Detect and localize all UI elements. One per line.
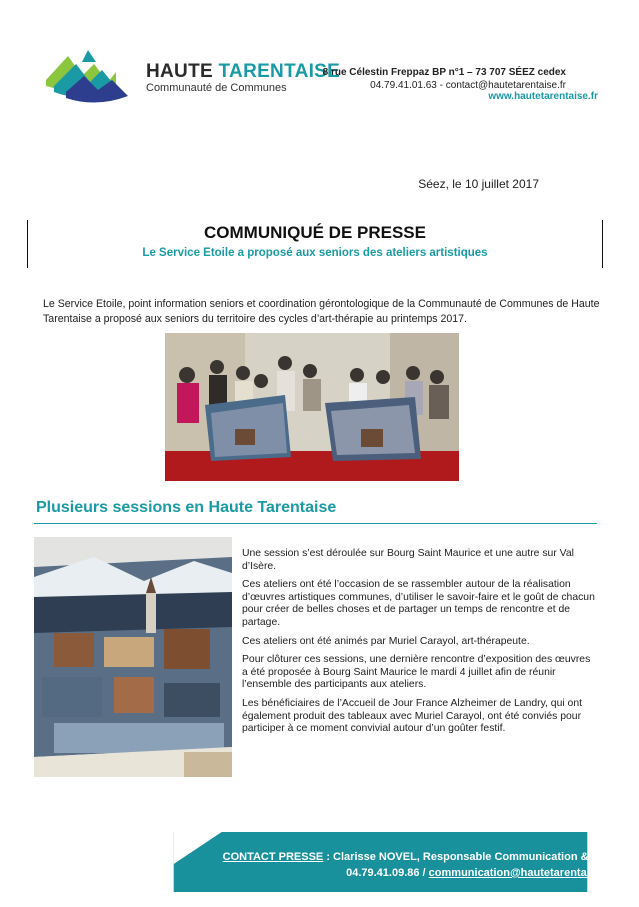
org-name-part1: HAUTE xyxy=(146,61,213,82)
contact-person: Clarisse NOVEL, Responsable Communication & TNT xyxy=(333,851,613,863)
body-paragraph: Ces ateliers ont été l’occasion de se rassembler autour de la réalisation d’œuvres artistiques communes, d’utiliser le savoir-faire et le goût de chacun pour créer de belles choses et de partager un temps de rencontre et de partage. xyxy=(242,579,595,628)
date-line: Séez, le 10 juillet 2017 xyxy=(418,177,539,191)
intro-paragraph: Le Service Etoile, point information seniors et coordination gérontologique de la Communauté de Communes de Haute Tarentaise a proposé aux seniors du territoire des cycles d’art-thérapie au printemps 2017. xyxy=(43,298,600,325)
press-subtitle: Le Service Etoile a proposé aux seniors des ateliers artistiques xyxy=(142,247,488,259)
contact-email-link[interactable]: communication@hautetarentaise.fr xyxy=(428,867,613,879)
group-photo xyxy=(165,333,459,481)
phone-number: 04.79.41.01.63 xyxy=(370,80,437,91)
separator: / xyxy=(419,867,429,879)
website-link[interactable]: www.hautetarentaise.fr xyxy=(488,91,598,102)
contact-label: CONTACT PRESSE xyxy=(222,851,324,863)
separator: : xyxy=(323,851,334,863)
phone-email-line xyxy=(370,80,566,91)
contact-phone: 04.79.41.09.86 xyxy=(346,867,420,879)
org-name xyxy=(146,61,340,83)
mountain-logo-icon xyxy=(46,42,146,112)
press-title: COMMUNIQUÉ DE PRESSE xyxy=(204,223,426,242)
press-title-box xyxy=(27,220,603,268)
contact-line xyxy=(223,851,613,863)
section-heading: Plusieurs sessions en Haute Tarentaise xyxy=(36,499,337,516)
address-line: 8 rue Célestin Freppaz BP n°1 – 73 707 SÉEZ cedex xyxy=(322,67,566,78)
section-divider xyxy=(34,523,597,524)
body-paragraph: Pour clôturer ces sessions, une dernière rencontre d’exposition des œuvres a été proposée à Bourg Saint Maurice le mardi 4 juillet afin de réunir l’ensemble des participants aux ateliers. xyxy=(242,654,591,691)
org-name-part2: TARENTAISE xyxy=(218,61,341,82)
body-paragraph: Ces ateliers ont été animés par Muriel Carayol, art-thérapeute. xyxy=(242,635,530,647)
body-text xyxy=(242,548,597,742)
body-paragraph: Une session s’est déroulée sur Bourg Saint Maurice et une autre sur Val d’Isère. xyxy=(242,548,574,572)
separator: - xyxy=(436,80,446,91)
org-subtitle: Communauté de Communes xyxy=(146,82,287,94)
painting-photo xyxy=(34,537,232,777)
body-paragraph: Les bénéficiaires de l’Accueil de Jour France Alzheimer de Landry, qui ont également produit des tableaux avec Muriel Carayol, ont été conviés pour participer à ce moment convivial autour d’un goûter festif. xyxy=(242,697,582,735)
contact-details xyxy=(346,867,613,879)
contact-email-link[interactable]: contact@hautetarentaise.fr xyxy=(445,80,566,91)
